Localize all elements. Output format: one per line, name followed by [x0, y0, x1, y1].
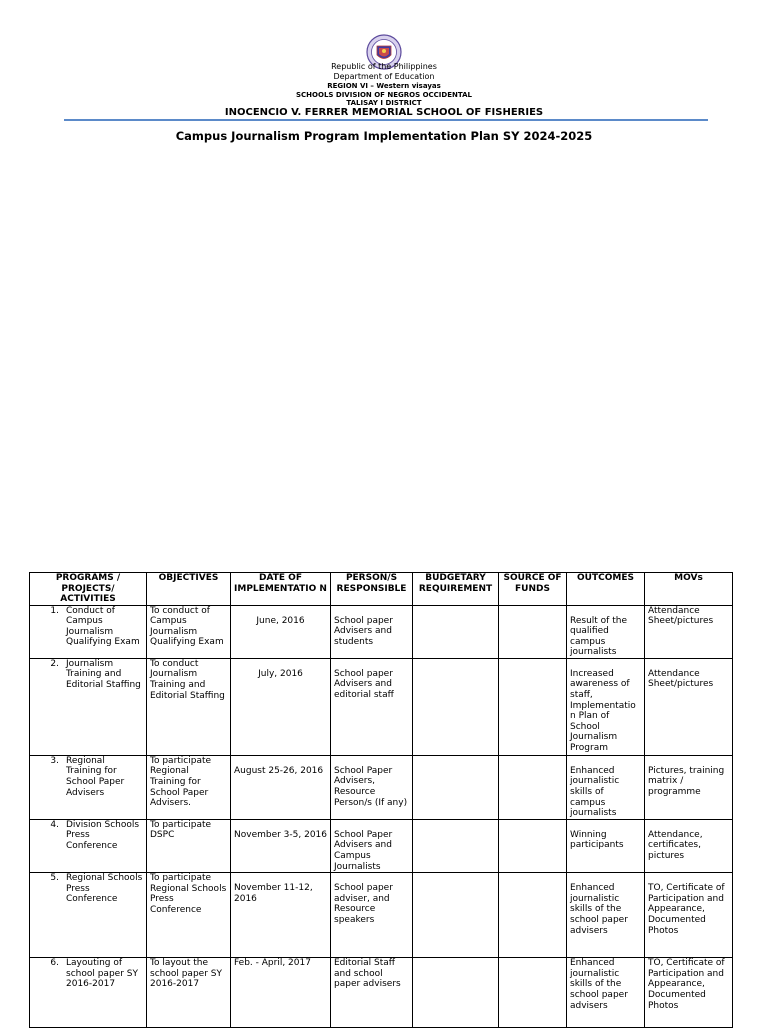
outcomes-cell: Increased awareness of staff, Implementatio n Plan of School Journalism Program [567, 658, 645, 755]
row-number: 1. [50, 605, 59, 616]
movs-cell: Attendance, certificates, pictures [645, 819, 733, 872]
outcomes-cell: Enhanced journalistic skills of campus journalists [567, 755, 645, 819]
budget-cell [413, 755, 499, 819]
source-cell [499, 958, 567, 1028]
budget-cell [413, 958, 499, 1028]
budget-cell [413, 658, 499, 755]
outcomes-cell: Enhanced journalistic skills of the school paper advisers [567, 958, 645, 1028]
budget-cell [413, 819, 499, 872]
row-number: 6. [50, 958, 59, 969]
letterhead-division: SCHOOLS DIVISION OF NEGROS OCCIDENTAL [296, 91, 472, 99]
source-cell [499, 605, 567, 658]
row-number: 3. [50, 755, 59, 766]
date-cell: November 11-12, 2016 [231, 873, 331, 958]
header-objectives: OBJECTIVES [147, 573, 231, 606]
objective-cell: To participate Regional Schools Press Conference [147, 873, 231, 958]
budget-cell [413, 605, 499, 658]
row-number: 2. [50, 658, 59, 669]
objective-cell: To participate DSPC [147, 819, 231, 872]
date-cell: August 25-26, 2016 [231, 755, 331, 819]
persons-cell: School Paper Advisers, Resource Person/s (If any) [331, 755, 413, 819]
outcomes-cell: Enhanced journalistic skills of the school paper advisers [567, 873, 645, 958]
date-cell: November 3-5, 2016 [231, 819, 331, 872]
objective-cell: To conduct of Campus Journalism Qualifying Exam [147, 605, 231, 658]
table-row [30, 605, 733, 658]
row-number: 5. [50, 873, 59, 884]
table-row [30, 658, 733, 755]
letterhead-republic: Republic of the Philippines [331, 62, 437, 71]
persons-cell: School paper Advisers and editorial staff [331, 658, 413, 755]
program-text: Layouting of school paper SY 2016-2017 [66, 958, 138, 990]
letterhead-department: Department of Education [333, 72, 435, 81]
program-text: Journalism Training and Editorial Staffing [66, 658, 141, 691]
program-text: Regional Training for School Paper Advisers [66, 755, 125, 798]
program-text: Conduct of Campus Journalism Qualifying Exam [66, 605, 140, 648]
header-budget: BUDGETARY REQUIREMENT [413, 573, 499, 606]
header-programs: PROGRAMS / PROJECTS/ ACTIVITIES [30, 573, 147, 606]
outcomes-cell: Winning participants [567, 819, 645, 872]
movs-cell: TO, Certificate of Participation and Appearance, Documented Photos [645, 958, 733, 1028]
header-movs: MOVs [645, 573, 733, 606]
source-cell [499, 819, 567, 872]
header-source: SOURCE OF FUNDS [499, 573, 567, 606]
header-date: DATE OF IMPLEMENTATIO N [231, 573, 331, 606]
program-text: Regional Schools Press Conference [66, 873, 143, 905]
movs-cell: Attendance Sheet/pictures [645, 605, 733, 658]
date-cell: June, 2016 [231, 605, 331, 658]
table-header-row [30, 573, 733, 606]
persons-cell: Editorial Staff and school paper advisers [331, 958, 413, 1028]
source-cell [499, 755, 567, 819]
letterhead-divider [64, 119, 708, 121]
document-title: Campus Journalism Program Implementation Plan SY 2024-2025 [175, 129, 593, 143]
letterhead-region: REGION VI – Western visayas [327, 82, 441, 90]
source-cell [499, 873, 567, 958]
program-cell [30, 658, 147, 755]
table-row [30, 755, 733, 819]
objective-cell: To participate Regional Training for School Paper Advisers. [147, 755, 231, 819]
table-row [30, 958, 733, 1028]
letterhead-school-name: INOCENCIO V. FERRER MEMORIAL SCHOOL OF FISHERIES [224, 107, 544, 118]
objective-cell: To conduct Journalism Training and Editorial Staffing [147, 658, 231, 755]
header-outcomes: OUTCOMES [567, 573, 645, 606]
program-cell [30, 873, 147, 958]
row-number: 4. [50, 819, 59, 830]
objective-cell: To layout the school paper SY 2016-2017 [147, 958, 231, 1028]
budget-cell [413, 873, 499, 958]
outcomes-cell: Result of the qualified campus journalists [567, 605, 645, 658]
date-cell: Feb. - April, 2017 [231, 958, 331, 1028]
date-cell: July, 2016 [231, 658, 331, 755]
implementation-plan-table [29, 572, 733, 1028]
movs-cell: TO, Certificate of Participation and Appearance, Documented Photos [645, 873, 733, 958]
persons-cell: School Paper Advisers and Campus Journalists [331, 819, 413, 872]
program-cell [30, 958, 147, 1028]
letterhead-district: TALISAY I DISTRICT [346, 99, 422, 107]
movs-cell: Pictures, training matrix / programme [645, 755, 733, 819]
program-cell [30, 605, 147, 658]
program-cell [30, 755, 147, 819]
persons-cell: School paper Advisers and students [331, 605, 413, 658]
table-row [30, 873, 733, 958]
header-persons: PERSON/S RESPONSIBLE [331, 573, 413, 606]
program-cell [30, 819, 147, 872]
movs-cell: Attendance Sheet/pictures [645, 658, 733, 755]
table-row [30, 819, 733, 872]
persons-cell: School paper adviser, and Resource speakers [331, 873, 413, 958]
source-cell [499, 658, 567, 755]
program-text: Division Schools Press Conference [66, 819, 140, 852]
